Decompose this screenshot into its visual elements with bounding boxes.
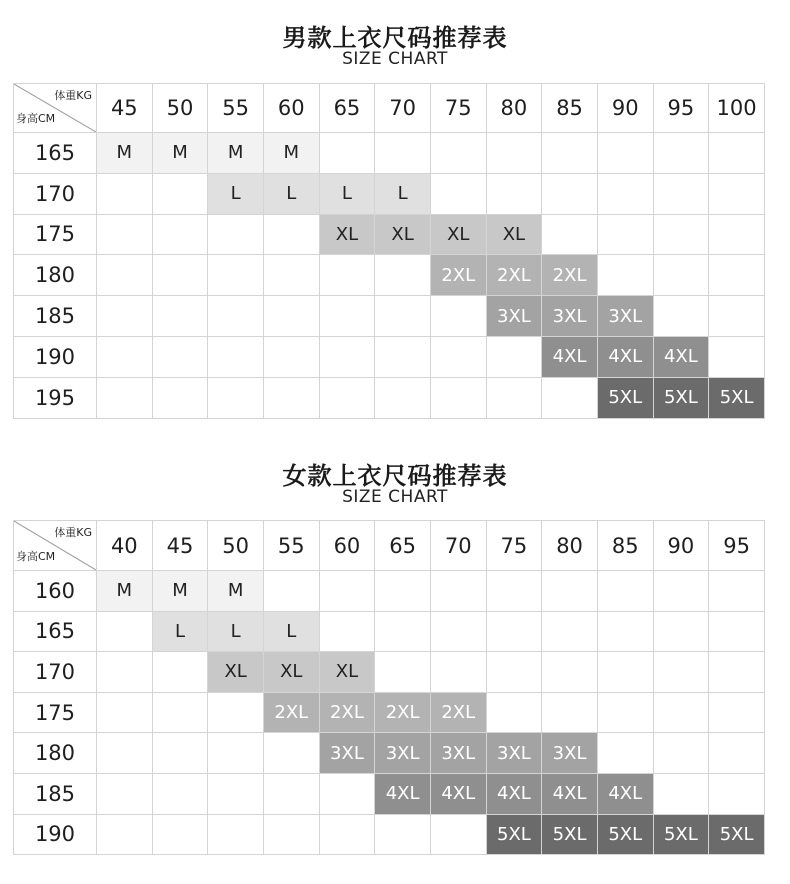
- empty-cell: [486, 611, 542, 652]
- empty-cell: [375, 336, 431, 377]
- size-cell: 4XL: [597, 773, 653, 814]
- corner-header-cell: [14, 84, 97, 133]
- size-cell: 4XL: [486, 773, 542, 814]
- weight-header-cell: 90: [597, 84, 653, 133]
- size-cell: 5XL: [709, 814, 765, 855]
- weight-header-cell: 45: [152, 521, 208, 571]
- size-cell: M: [152, 133, 208, 174]
- size-cell: XL: [430, 214, 486, 255]
- table-row: [14, 296, 765, 337]
- table-row: [14, 173, 765, 214]
- size-cell: 3XL: [597, 296, 653, 337]
- empty-cell: [430, 173, 486, 214]
- table-row: [14, 733, 765, 774]
- height-header-cell: 165: [14, 133, 97, 174]
- empty-cell: [653, 692, 709, 733]
- men-size-table: [13, 83, 765, 419]
- size-cell: 3XL: [542, 733, 598, 774]
- empty-cell: [375, 133, 431, 174]
- size-cell: L: [152, 611, 208, 652]
- height-header-cell: 190: [14, 336, 97, 377]
- empty-cell: [208, 336, 264, 377]
- women-size-table: [13, 520, 765, 855]
- empty-cell: [709, 692, 765, 733]
- table-row: [14, 571, 765, 612]
- empty-cell: [709, 214, 765, 255]
- empty-cell: [375, 377, 431, 418]
- empty-cell: [152, 652, 208, 693]
- empty-cell: [709, 296, 765, 337]
- table-row: [14, 652, 765, 693]
- weight-header-cell: 60: [319, 521, 375, 571]
- empty-cell: [152, 773, 208, 814]
- empty-cell: [486, 336, 542, 377]
- size-cell: XL: [319, 652, 375, 693]
- size-cell: 2XL: [375, 692, 431, 733]
- empty-cell: [430, 336, 486, 377]
- empty-cell: [597, 133, 653, 174]
- empty-cell: [96, 255, 152, 296]
- empty-cell: [319, 296, 375, 337]
- weight-header-cell: 80: [486, 84, 542, 133]
- table-row: [14, 773, 765, 814]
- size-cell: 5XL: [709, 377, 765, 418]
- empty-cell: [96, 611, 152, 652]
- empty-cell: [319, 133, 375, 174]
- table-row: [14, 214, 765, 255]
- empty-cell: [709, 733, 765, 774]
- weight-header-cell: 85: [542, 84, 598, 133]
- size-cell: 2XL: [486, 255, 542, 296]
- weight-header-cell: 40: [96, 521, 152, 571]
- empty-cell: [430, 296, 486, 337]
- empty-cell: [263, 296, 319, 337]
- weight-header-cell: 65: [319, 84, 375, 133]
- height-header-cell: 175: [14, 692, 97, 733]
- empty-cell: [96, 652, 152, 693]
- height-axis-label: 身高CM: [16, 112, 56, 125]
- size-cell: XL: [486, 214, 542, 255]
- empty-cell: [709, 611, 765, 652]
- size-cell: 4XL: [597, 336, 653, 377]
- size-cell: 3XL: [430, 733, 486, 774]
- empty-cell: [597, 652, 653, 693]
- empty-cell: [152, 255, 208, 296]
- weight-header-cell: 95: [653, 84, 709, 133]
- men-subtitle: SIZE CHART: [342, 49, 448, 69]
- empty-cell: [542, 692, 598, 733]
- empty-cell: [542, 611, 598, 652]
- table-row: [14, 377, 765, 418]
- empty-cell: [709, 133, 765, 174]
- size-cell: L: [263, 611, 319, 652]
- empty-cell: [319, 336, 375, 377]
- weight-header-cell: 50: [152, 84, 208, 133]
- size-cell: 3XL: [486, 733, 542, 774]
- size-cell: XL: [263, 652, 319, 693]
- empty-cell: [152, 377, 208, 418]
- empty-cell: [96, 692, 152, 733]
- empty-cell: [653, 255, 709, 296]
- height-header-cell: 175: [14, 214, 97, 255]
- height-header-cell: 185: [14, 296, 97, 337]
- empty-cell: [96, 773, 152, 814]
- size-cell: XL: [319, 214, 375, 255]
- height-header-cell: 195: [14, 377, 97, 418]
- empty-cell: [486, 377, 542, 418]
- size-cell: M: [263, 133, 319, 174]
- empty-cell: [96, 173, 152, 214]
- empty-cell: [709, 255, 765, 296]
- height-header-cell: 180: [14, 733, 97, 774]
- size-cell: L: [375, 173, 431, 214]
- table-row: [14, 611, 765, 652]
- empty-cell: [542, 652, 598, 693]
- empty-cell: [709, 336, 765, 377]
- empty-cell: [542, 133, 598, 174]
- empty-cell: [208, 814, 264, 855]
- size-cell: 3XL: [542, 296, 598, 337]
- size-cell: L: [208, 611, 264, 652]
- empty-cell: [152, 733, 208, 774]
- empty-cell: [96, 377, 152, 418]
- empty-cell: [263, 255, 319, 296]
- empty-cell: [430, 652, 486, 693]
- weight-header-cell: 80: [542, 521, 598, 571]
- size-cell: 5XL: [653, 377, 709, 418]
- height-header-cell: 190: [14, 814, 97, 855]
- size-cell: 5XL: [597, 814, 653, 855]
- size-cell: 4XL: [375, 773, 431, 814]
- weight-header-cell: 85: [597, 521, 653, 571]
- size-cell: 4XL: [653, 336, 709, 377]
- empty-cell: [152, 296, 208, 337]
- corner-header-cell: [14, 521, 97, 571]
- empty-cell: [375, 571, 431, 612]
- empty-cell: [208, 296, 264, 337]
- weight-header-cell: 75: [486, 521, 542, 571]
- empty-cell: [653, 296, 709, 337]
- empty-cell: [597, 255, 653, 296]
- size-cell: M: [152, 571, 208, 612]
- weight-axis-label: 体重KG: [54, 89, 92, 102]
- empty-cell: [319, 611, 375, 652]
- empty-cell: [486, 652, 542, 693]
- empty-cell: [597, 571, 653, 612]
- weight-header-cell: 60: [263, 84, 319, 133]
- empty-cell: [319, 255, 375, 296]
- empty-cell: [375, 652, 431, 693]
- weight-header-cell: 45: [96, 84, 152, 133]
- weight-header-cell: 55: [208, 84, 264, 133]
- height-header-cell: 180: [14, 255, 97, 296]
- size-cell: M: [96, 133, 152, 174]
- header-row: [14, 521, 765, 571]
- size-cell: L: [319, 173, 375, 214]
- size-cell: 3XL: [486, 296, 542, 337]
- empty-cell: [486, 571, 542, 612]
- height-header-cell: 165: [14, 611, 97, 652]
- empty-cell: [319, 377, 375, 418]
- height-header-cell: 160: [14, 571, 97, 612]
- men-title: 男款上衣尺码推荐表: [282, 24, 508, 52]
- empty-cell: [653, 773, 709, 814]
- empty-cell: [208, 773, 264, 814]
- size-cell: 3XL: [319, 733, 375, 774]
- empty-cell: [542, 571, 598, 612]
- empty-cell: [319, 571, 375, 612]
- weight-header-cell: 50: [208, 521, 264, 571]
- empty-cell: [263, 571, 319, 612]
- empty-cell: [542, 214, 598, 255]
- empty-cell: [96, 733, 152, 774]
- size-cell: M: [96, 571, 152, 612]
- empty-cell: [709, 773, 765, 814]
- weight-header-cell: 100: [709, 84, 765, 133]
- empty-cell: [152, 692, 208, 733]
- weight-axis-label: 体重KG: [54, 526, 92, 539]
- empty-cell: [709, 173, 765, 214]
- empty-cell: [375, 814, 431, 855]
- header-row: [14, 84, 765, 133]
- table-row: [14, 814, 765, 855]
- size-cell: 2XL: [319, 692, 375, 733]
- empty-cell: [263, 814, 319, 855]
- empty-cell: [430, 814, 486, 855]
- empty-cell: [152, 214, 208, 255]
- size-cell: 5XL: [597, 377, 653, 418]
- size-cell: 2XL: [430, 255, 486, 296]
- weight-header-cell: 70: [375, 84, 431, 133]
- empty-cell: [375, 296, 431, 337]
- empty-cell: [263, 214, 319, 255]
- empty-cell: [375, 255, 431, 296]
- empty-cell: [430, 133, 486, 174]
- empty-cell: [653, 214, 709, 255]
- empty-cell: [709, 571, 765, 612]
- size-cell: 5XL: [653, 814, 709, 855]
- empty-cell: [709, 652, 765, 693]
- weight-header-cell: 55: [263, 521, 319, 571]
- empty-cell: [152, 814, 208, 855]
- empty-cell: [319, 814, 375, 855]
- empty-cell: [597, 173, 653, 214]
- table-row: [14, 133, 765, 174]
- size-cell: L: [208, 173, 264, 214]
- empty-cell: [430, 377, 486, 418]
- empty-cell: [152, 336, 208, 377]
- empty-cell: [208, 214, 264, 255]
- empty-cell: [208, 377, 264, 418]
- empty-cell: [208, 692, 264, 733]
- empty-cell: [263, 733, 319, 774]
- size-cell: M: [208, 571, 264, 612]
- size-cell: 4XL: [542, 336, 598, 377]
- table-row: [14, 336, 765, 377]
- height-header-cell: 185: [14, 773, 97, 814]
- empty-cell: [96, 296, 152, 337]
- weight-header-cell: 65: [375, 521, 431, 571]
- empty-cell: [542, 173, 598, 214]
- empty-cell: [263, 773, 319, 814]
- empty-cell: [208, 733, 264, 774]
- height-header-cell: 170: [14, 173, 97, 214]
- empty-cell: [597, 611, 653, 652]
- size-cell: 3XL: [375, 733, 431, 774]
- empty-cell: [653, 652, 709, 693]
- empty-cell: [597, 733, 653, 774]
- empty-cell: [152, 173, 208, 214]
- size-cell: 2XL: [263, 692, 319, 733]
- empty-cell: [597, 214, 653, 255]
- weight-header-cell: 95: [709, 521, 765, 571]
- size-cell: L: [263, 173, 319, 214]
- empty-cell: [375, 611, 431, 652]
- table-row: [14, 692, 765, 733]
- empty-cell: [263, 336, 319, 377]
- size-cell: 4XL: [542, 773, 598, 814]
- weight-header-cell: 90: [653, 521, 709, 571]
- empty-cell: [319, 773, 375, 814]
- empty-cell: [653, 173, 709, 214]
- size-cell: 2XL: [430, 692, 486, 733]
- size-cell: 5XL: [542, 814, 598, 855]
- empty-cell: [653, 611, 709, 652]
- empty-cell: [263, 377, 319, 418]
- size-cell: XL: [375, 214, 431, 255]
- women-title: 女款上衣尺码推荐表: [282, 462, 508, 490]
- weight-header-cell: 70: [430, 521, 486, 571]
- women-subtitle: SIZE CHART: [342, 487, 448, 507]
- empty-cell: [96, 214, 152, 255]
- empty-cell: [96, 336, 152, 377]
- empty-cell: [486, 133, 542, 174]
- weight-header-cell: 75: [430, 84, 486, 133]
- empty-cell: [486, 173, 542, 214]
- size-cell: 4XL: [430, 773, 486, 814]
- size-cell: 2XL: [542, 255, 598, 296]
- empty-cell: [653, 133, 709, 174]
- empty-cell: [430, 611, 486, 652]
- empty-cell: [597, 692, 653, 733]
- height-header-cell: 170: [14, 652, 97, 693]
- size-cell: 5XL: [486, 814, 542, 855]
- empty-cell: [96, 814, 152, 855]
- height-axis-label: 身高CM: [16, 550, 56, 563]
- empty-cell: [542, 377, 598, 418]
- empty-cell: [653, 733, 709, 774]
- table-row: [14, 255, 765, 296]
- empty-cell: [430, 571, 486, 612]
- size-cell: XL: [208, 652, 264, 693]
- empty-cell: [653, 571, 709, 612]
- size-cell: M: [208, 133, 264, 174]
- empty-cell: [486, 692, 542, 733]
- empty-cell: [208, 255, 264, 296]
